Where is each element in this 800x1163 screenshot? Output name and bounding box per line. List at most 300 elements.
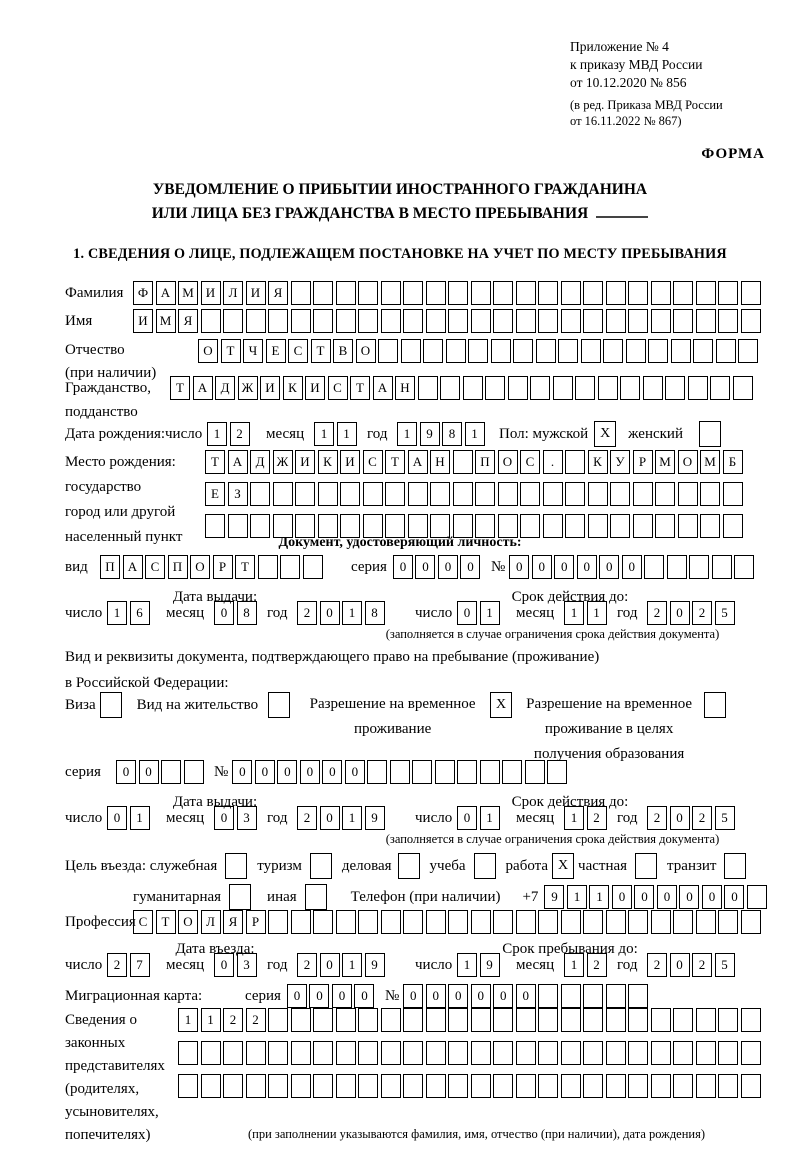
char-cell[interactable]: О — [356, 339, 376, 363]
char-cell[interactable]: 0 — [448, 984, 468, 1008]
char-cell[interactable]: . — [543, 450, 563, 474]
char-cell[interactable]: 8 — [237, 601, 257, 625]
char-cell[interactable]: А — [193, 376, 213, 400]
purpose-tourism-checkbox[interactable] — [310, 853, 332, 879]
char-cell[interactable] — [201, 309, 221, 333]
char-cell[interactable]: 1 — [314, 422, 334, 446]
char-cell[interactable] — [448, 910, 468, 934]
char-cell[interactable] — [651, 309, 671, 333]
char-cell[interactable]: Т — [156, 910, 176, 934]
char-cell[interactable]: Я — [268, 281, 288, 305]
char-cell[interactable] — [358, 910, 378, 934]
char-cell[interactable]: 0 — [345, 760, 365, 784]
char-cell[interactable] — [651, 1041, 671, 1065]
char-cell[interactable] — [201, 1041, 221, 1065]
char-cell[interactable] — [538, 1008, 558, 1032]
char-cell[interactable] — [273, 482, 293, 506]
char-cell[interactable] — [493, 1008, 513, 1032]
char-cell[interactable]: 1 — [130, 806, 150, 830]
residence-permit-checkbox[interactable] — [268, 692, 290, 718]
char-cell[interactable] — [340, 482, 360, 506]
char-cell[interactable] — [358, 1008, 378, 1032]
char-cell[interactable]: 9 — [420, 422, 440, 446]
char-cell[interactable]: Л — [223, 281, 243, 305]
char-cell[interactable] — [480, 760, 500, 784]
char-cell[interactable] — [291, 1074, 311, 1098]
char-cell[interactable]: М — [655, 450, 675, 474]
char-cell[interactable] — [561, 1008, 581, 1032]
char-cell[interactable] — [553, 376, 573, 400]
char-cell[interactable] — [716, 339, 736, 363]
char-cell[interactable] — [561, 281, 581, 305]
char-cell[interactable]: 0 — [116, 760, 136, 784]
char-cell[interactable] — [655, 482, 675, 506]
char-cell[interactable] — [468, 339, 488, 363]
char-cell[interactable]: 0 — [509, 555, 529, 579]
char-cell[interactable]: Ж — [273, 450, 293, 474]
char-cell[interactable]: П — [168, 555, 188, 579]
char-cell[interactable] — [718, 281, 738, 305]
char-cell[interactable]: 0 — [438, 555, 458, 579]
char-cell[interactable] — [358, 1074, 378, 1098]
char-cell[interactable]: 0 — [457, 601, 477, 625]
char-cell[interactable] — [291, 309, 311, 333]
char-cell[interactable] — [561, 910, 581, 934]
char-cell[interactable] — [741, 1041, 761, 1065]
char-cell[interactable] — [358, 1041, 378, 1065]
char-cell[interactable]: 0 — [214, 806, 234, 830]
char-cell[interactable] — [565, 450, 585, 474]
char-cell[interactable]: 0 — [471, 984, 491, 1008]
char-cell[interactable]: С — [520, 450, 540, 474]
char-cell[interactable]: 7 — [130, 953, 150, 977]
char-cell[interactable] — [381, 1074, 401, 1098]
char-cell[interactable] — [485, 376, 505, 400]
char-cell[interactable] — [401, 339, 421, 363]
char-cell[interactable] — [246, 1041, 266, 1065]
char-cell[interactable] — [628, 281, 648, 305]
char-cell[interactable] — [291, 1008, 311, 1032]
char-cell[interactable] — [651, 281, 671, 305]
char-cell[interactable] — [696, 910, 716, 934]
char-cell[interactable] — [336, 1074, 356, 1098]
char-cell[interactable] — [516, 1074, 536, 1098]
char-cell[interactable] — [426, 281, 446, 305]
char-cell[interactable]: 2 — [223, 1008, 243, 1032]
char-cell[interactable] — [426, 309, 446, 333]
char-cell[interactable] — [381, 1041, 401, 1065]
char-cell[interactable] — [598, 376, 618, 400]
char-cell[interactable] — [313, 309, 333, 333]
char-cell[interactable] — [403, 281, 423, 305]
char-cell[interactable]: 5 — [715, 953, 735, 977]
char-cell[interactable] — [268, 309, 288, 333]
char-cell[interactable] — [561, 309, 581, 333]
char-cell[interactable]: 1 — [589, 885, 609, 909]
char-cell[interactable]: 2 — [230, 422, 250, 446]
char-cell[interactable] — [491, 339, 511, 363]
char-cell[interactable] — [583, 984, 603, 1008]
char-cell[interactable] — [435, 760, 455, 784]
char-cell[interactable]: Ж — [238, 376, 258, 400]
char-cell[interactable]: 0 — [393, 555, 413, 579]
char-cell[interactable] — [161, 760, 181, 784]
char-cell[interactable] — [367, 760, 387, 784]
char-cell[interactable]: 0 — [460, 555, 480, 579]
char-cell[interactable] — [741, 281, 761, 305]
char-cell[interactable] — [291, 281, 311, 305]
char-cell[interactable] — [673, 1008, 693, 1032]
char-cell[interactable]: 0 — [139, 760, 159, 784]
char-cell[interactable] — [741, 1074, 761, 1098]
char-cell[interactable]: 1 — [342, 806, 362, 830]
char-cell[interactable] — [588, 482, 608, 506]
char-cell[interactable] — [651, 1008, 671, 1032]
char-cell[interactable]: Т — [350, 376, 370, 400]
char-cell[interactable]: Ф — [133, 281, 153, 305]
char-cell[interactable] — [696, 1074, 716, 1098]
char-cell[interactable]: 2 — [692, 601, 712, 625]
char-cell[interactable]: Н — [430, 450, 450, 474]
char-cell[interactable]: 0 — [634, 885, 654, 909]
char-cell[interactable] — [426, 1074, 446, 1098]
char-cell[interactable]: 1 — [480, 601, 500, 625]
char-cell[interactable] — [250, 482, 270, 506]
char-cell[interactable] — [606, 1074, 626, 1098]
char-cell[interactable] — [403, 1008, 423, 1032]
char-cell[interactable]: Д — [215, 376, 235, 400]
char-cell[interactable] — [423, 339, 443, 363]
char-cell[interactable]: Т — [170, 376, 190, 400]
char-cell[interactable]: Р — [246, 910, 266, 934]
char-cell[interactable] — [201, 1074, 221, 1098]
sex-female-checkbox[interactable] — [699, 421, 721, 447]
char-cell[interactable] — [651, 1074, 671, 1098]
char-cell[interactable]: И — [260, 376, 280, 400]
char-cell[interactable] — [575, 376, 595, 400]
char-cell[interactable] — [520, 482, 540, 506]
sex-male-checkbox[interactable]: X — [594, 421, 616, 447]
char-cell[interactable] — [378, 339, 398, 363]
char-cell[interactable] — [363, 482, 383, 506]
char-cell[interactable]: С — [363, 450, 383, 474]
char-cell[interactable] — [628, 1008, 648, 1032]
char-cell[interactable]: Т — [221, 339, 241, 363]
char-cell[interactable] — [738, 339, 758, 363]
char-cell[interactable]: И — [340, 450, 360, 474]
char-cell[interactable]: 0 — [300, 760, 320, 784]
char-cell[interactable] — [606, 1041, 626, 1065]
char-cell[interactable]: 0 — [415, 555, 435, 579]
char-cell[interactable]: 0 — [287, 984, 307, 1008]
char-cell[interactable]: 0 — [670, 953, 690, 977]
char-cell[interactable] — [493, 309, 513, 333]
char-cell[interactable]: 0 — [214, 601, 234, 625]
char-cell[interactable]: 1 — [207, 422, 227, 446]
char-cell[interactable] — [471, 281, 491, 305]
char-cell[interactable] — [440, 376, 460, 400]
char-cell[interactable]: А — [123, 555, 143, 579]
char-cell[interactable] — [516, 281, 536, 305]
char-cell[interactable] — [516, 309, 536, 333]
char-cell[interactable]: 9 — [365, 953, 385, 977]
char-cell[interactable] — [696, 309, 716, 333]
char-cell[interactable] — [583, 309, 603, 333]
char-cell[interactable] — [673, 281, 693, 305]
char-cell[interactable] — [448, 1008, 468, 1032]
purpose-private-checkbox[interactable] — [635, 853, 657, 879]
char-cell[interactable] — [403, 910, 423, 934]
char-cell[interactable]: 1 — [342, 953, 362, 977]
char-cell[interactable]: И — [246, 281, 266, 305]
char-cell[interactable]: 5 — [715, 806, 735, 830]
char-cell[interactable] — [606, 910, 626, 934]
char-cell[interactable] — [446, 339, 466, 363]
char-cell[interactable] — [525, 760, 545, 784]
char-cell[interactable]: И — [201, 281, 221, 305]
char-cell[interactable] — [626, 339, 646, 363]
char-cell[interactable]: Н — [395, 376, 415, 400]
char-cell[interactable]: 1 — [567, 885, 587, 909]
char-cell[interactable] — [268, 1008, 288, 1032]
char-cell[interactable] — [303, 555, 323, 579]
char-cell[interactable]: 2 — [297, 953, 317, 977]
rvp-checkbox[interactable]: X — [490, 692, 512, 718]
char-cell[interactable] — [318, 482, 338, 506]
char-cell[interactable] — [453, 450, 473, 474]
char-cell[interactable] — [718, 910, 738, 934]
char-cell[interactable]: 2 — [587, 953, 607, 977]
char-cell[interactable]: А — [156, 281, 176, 305]
char-cell[interactable]: И — [133, 309, 153, 333]
char-cell[interactable] — [747, 885, 767, 909]
char-cell[interactable]: 0 — [255, 760, 275, 784]
char-cell[interactable] — [561, 1074, 581, 1098]
char-cell[interactable]: 2 — [647, 953, 667, 977]
char-cell[interactable]: 3 — [237, 953, 257, 977]
char-cell[interactable] — [223, 1074, 243, 1098]
char-cell[interactable] — [741, 309, 761, 333]
char-cell[interactable] — [246, 309, 266, 333]
char-cell[interactable] — [561, 1041, 581, 1065]
char-cell[interactable] — [718, 309, 738, 333]
char-cell[interactable]: С — [288, 339, 308, 363]
char-cell[interactable] — [633, 482, 653, 506]
char-cell[interactable] — [700, 482, 720, 506]
char-cell[interactable]: 2 — [246, 1008, 266, 1032]
char-cell[interactable] — [268, 1041, 288, 1065]
char-cell[interactable] — [538, 984, 558, 1008]
char-cell[interactable]: 0 — [232, 760, 252, 784]
char-cell[interactable]: 2 — [647, 806, 667, 830]
char-cell[interactable]: М — [156, 309, 176, 333]
char-cell[interactable] — [538, 1074, 558, 1098]
char-cell[interactable]: 0 — [724, 885, 744, 909]
char-cell[interactable]: С — [328, 376, 348, 400]
char-cell[interactable]: 0 — [493, 984, 513, 1008]
char-cell[interactable] — [620, 376, 640, 400]
char-cell[interactable]: Т — [205, 450, 225, 474]
char-cell[interactable] — [741, 910, 761, 934]
char-cell[interactable]: 0 — [332, 984, 352, 1008]
char-cell[interactable] — [381, 1008, 401, 1032]
char-cell[interactable]: О — [498, 450, 518, 474]
char-cell[interactable]: Т — [385, 450, 405, 474]
char-cell[interactable] — [583, 1041, 603, 1065]
char-cell[interactable] — [718, 1008, 738, 1032]
char-cell[interactable]: И — [305, 376, 325, 400]
char-cell[interactable] — [606, 984, 626, 1008]
char-cell[interactable]: 0 — [277, 760, 297, 784]
char-cell[interactable]: А — [228, 450, 248, 474]
char-cell[interactable] — [463, 376, 483, 400]
char-cell[interactable] — [471, 1074, 491, 1098]
char-cell[interactable] — [718, 1041, 738, 1065]
char-cell[interactable] — [426, 1041, 446, 1065]
char-cell[interactable] — [493, 1041, 513, 1065]
char-cell[interactable] — [561, 984, 581, 1008]
char-cell[interactable] — [336, 1008, 356, 1032]
char-cell[interactable]: 1 — [337, 422, 357, 446]
char-cell[interactable]: М — [178, 281, 198, 305]
char-cell[interactable] — [516, 1008, 536, 1032]
char-cell[interactable]: 0 — [320, 601, 340, 625]
char-cell[interactable] — [606, 1008, 626, 1032]
char-cell[interactable] — [475, 482, 495, 506]
char-cell[interactable] — [223, 1041, 243, 1065]
char-cell[interactable]: 9 — [544, 885, 564, 909]
char-cell[interactable]: 1 — [342, 601, 362, 625]
char-cell[interactable] — [471, 910, 491, 934]
char-cell[interactable]: Ч — [243, 339, 263, 363]
char-cell[interactable] — [606, 309, 626, 333]
char-cell[interactable]: 0 — [532, 555, 552, 579]
char-cell[interactable] — [184, 760, 204, 784]
char-cell[interactable]: Л — [201, 910, 221, 934]
char-cell[interactable]: О — [190, 555, 210, 579]
char-cell[interactable] — [689, 555, 709, 579]
char-cell[interactable]: 2 — [692, 806, 712, 830]
char-cell[interactable]: 0 — [670, 601, 690, 625]
char-cell[interactable] — [516, 910, 536, 934]
char-cell[interactable]: 5 — [715, 601, 735, 625]
char-cell[interactable] — [471, 309, 491, 333]
char-cell[interactable] — [667, 555, 687, 579]
char-cell[interactable] — [268, 910, 288, 934]
char-cell[interactable]: К — [283, 376, 303, 400]
char-cell[interactable] — [628, 984, 648, 1008]
char-cell[interactable]: О — [198, 339, 218, 363]
char-cell[interactable]: 0 — [320, 806, 340, 830]
char-cell[interactable]: Д — [250, 450, 270, 474]
char-cell[interactable] — [448, 1041, 468, 1065]
char-cell[interactable]: М — [700, 450, 720, 474]
char-cell[interactable]: 0 — [702, 885, 722, 909]
char-cell[interactable] — [471, 1008, 491, 1032]
char-cell[interactable] — [258, 555, 278, 579]
char-cell[interactable] — [538, 309, 558, 333]
char-cell[interactable] — [606, 281, 626, 305]
char-cell[interactable] — [648, 339, 668, 363]
rvp-edu-checkbox[interactable] — [704, 692, 726, 718]
char-cell[interactable] — [471, 1041, 491, 1065]
char-cell[interactable] — [696, 281, 716, 305]
char-cell[interactable]: 9 — [480, 953, 500, 977]
char-cell[interactable]: 0 — [679, 885, 699, 909]
char-cell[interactable] — [513, 339, 533, 363]
char-cell[interactable] — [313, 910, 333, 934]
char-cell[interactable] — [403, 309, 423, 333]
char-cell[interactable]: 1 — [480, 806, 500, 830]
char-cell[interactable] — [426, 910, 446, 934]
char-cell[interactable] — [610, 482, 630, 506]
char-cell[interactable] — [543, 482, 563, 506]
char-cell[interactable]: 0 — [599, 555, 619, 579]
char-cell[interactable] — [493, 281, 513, 305]
char-cell[interactable] — [696, 1008, 716, 1032]
char-cell[interactable] — [538, 910, 558, 934]
char-cell[interactable]: 0 — [320, 953, 340, 977]
char-cell[interactable]: Я — [223, 910, 243, 934]
char-cell[interactable]: 0 — [354, 984, 374, 1008]
char-cell[interactable] — [643, 376, 663, 400]
char-cell[interactable] — [381, 910, 401, 934]
char-cell[interactable] — [673, 1041, 693, 1065]
char-cell[interactable] — [246, 1074, 266, 1098]
char-cell[interactable]: К — [588, 450, 608, 474]
char-cell[interactable] — [457, 760, 477, 784]
char-cell[interactable] — [583, 1008, 603, 1032]
char-cell[interactable] — [426, 1008, 446, 1032]
char-cell[interactable]: 1 — [587, 601, 607, 625]
char-cell[interactable] — [336, 910, 356, 934]
char-cell[interactable]: О — [178, 910, 198, 934]
char-cell[interactable] — [741, 1008, 761, 1032]
char-cell[interactable] — [644, 555, 664, 579]
char-cell[interactable] — [412, 760, 432, 784]
char-cell[interactable]: 0 — [612, 885, 632, 909]
char-cell[interactable]: 2 — [107, 953, 127, 977]
char-cell[interactable] — [291, 1041, 311, 1065]
char-cell[interactable] — [583, 1074, 603, 1098]
char-cell[interactable]: 0 — [426, 984, 446, 1008]
char-cell[interactable] — [665, 376, 685, 400]
purpose-humanitarian-checkbox[interactable] — [229, 884, 251, 910]
char-cell[interactable]: 0 — [554, 555, 574, 579]
char-cell[interactable]: 1 — [564, 806, 584, 830]
char-cell[interactable]: 1 — [564, 601, 584, 625]
char-cell[interactable] — [581, 339, 601, 363]
char-cell[interactable] — [628, 910, 648, 934]
char-cell[interactable]: С — [145, 555, 165, 579]
char-cell[interactable]: Т — [311, 339, 331, 363]
char-cell[interactable] — [696, 1041, 716, 1065]
char-cell[interactable] — [628, 309, 648, 333]
char-cell[interactable]: Е — [205, 482, 225, 506]
char-cell[interactable] — [418, 376, 438, 400]
char-cell[interactable]: 0 — [322, 760, 342, 784]
char-cell[interactable] — [336, 281, 356, 305]
char-cell[interactable]: А — [408, 450, 428, 474]
visa-checkbox[interactable] — [100, 692, 122, 718]
char-cell[interactable]: 0 — [403, 984, 423, 1008]
char-cell[interactable] — [295, 482, 315, 506]
char-cell[interactable] — [358, 281, 378, 305]
purpose-other-checkbox[interactable] — [305, 884, 327, 910]
char-cell[interactable]: 0 — [657, 885, 677, 909]
char-cell[interactable]: 0 — [577, 555, 597, 579]
char-cell[interactable] — [603, 339, 623, 363]
